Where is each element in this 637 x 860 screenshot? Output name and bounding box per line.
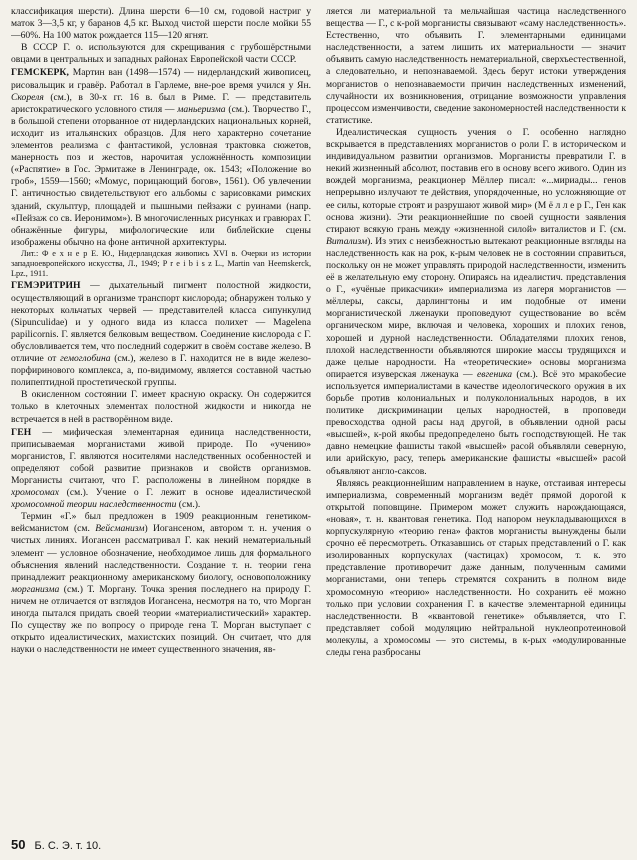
entry-text: (см.) Т. Моргану. Точка зрения последнего на природу Г. ничем не отличается от взглядов Иогансена, несмотря на то, что Морган иногда пытался придать своей теории «материалистический» характер. По существу же по вопросу о природе гена Т. Морган выступает с открыто идеалистических, махистских позиций. Он считает, что для науки о наследственности не имеет существенного значения, яв-: [11, 583, 311, 656]
page-footer: [11, 837, 101, 852]
entry-paragraph: В окисленном состоянии Г. имеет красную окраску. Он содержится только в клеточных элементах полостной жидкости и никогда не встречается в ней в растворённом виде.: [11, 389, 311, 425]
entry-headword: ГЕН: [11, 426, 32, 438]
entry-text: Идеалистическая сущность учения о Г. особенно наглядно вскрывается в представлениях морганистов о роли Г. в историческом и индивидуальном развитии организмов. Морганисты превратили Г. в некий жизненный абсолют, поставив его в основу всего живого. Один из вождей морганизма, реакционер Мёллер писал: «...мириады... генов непрерывно излучают те действия, упорядоченные, но усложняющие от ее силы, которые строят и разрушают живой мир» (: [326, 126, 626, 211]
cross-reference-link[interactable]: Витализм: [326, 235, 368, 247]
entry-text: — дыхательный пигмент полостной жидкости, осуществляющий в организме транспорт кислорода; обнаружен только у некоторых кольчатых червей — представителей класса сипункулид (Sipunculidae) и у одного вида из класса полихет — Magelena papilicornis. Г. является белковым веществом. Соединение кислорода с Г. обусловливается тем, что последний содержит в своём составе железо. В отличие от: [11, 280, 311, 365]
entry-gemeritrin: [11, 280, 311, 389]
cross-reference-link[interactable]: хромосомах: [11, 487, 60, 499]
text-columns: [11, 6, 626, 836]
entry-text: Мартин ван (1498—1574) — нидерландский живописец, рисовальщик и гравёр. Работал в Гарлеме, вне-рое время учился у Ян.: [11, 67, 311, 91]
entry-text: (см.). Всё это мракобесие используется империалистами в качестве идеологического оружия в их борьбе против колониальных и полуколониальных народов, в их политике дискриминации целых народностей, в проповеди превосходства одной расы над другой, в объявлении одной расы «высшей», к-рой якобы предопределено быть господствующей. Не так давно немецкие фашисты такой «высшей» расой объявляли северную, или арийскую, расу, теперь американские фашисты «высшей» расой объявляют англо-саксов.: [326, 368, 626, 477]
cross-reference-link[interactable]: гемоглобина: [60, 353, 111, 365]
entry-text: (см.). Учение о Г. лежит в основе идеалистической: [59, 487, 311, 499]
cross-reference-link[interactable]: хромосомной теории наследственности: [11, 499, 177, 511]
right-column: [326, 6, 626, 836]
entry-gemskerk: [11, 67, 311, 248]
cross-reference-link[interactable]: Вейсманизм: [95, 523, 145, 535]
entry-text: (см.), в 30-х гг. 16 в. был в Риме. Г. — представитель аристократического условного стиля —: [11, 91, 311, 115]
sheep-ussr-note: В СССР Г. о. используются для скрещивания с грубошёрстными овцами в центральных и западных районах Европейской части СССР.: [11, 42, 311, 66]
edition-mark: Б. С. Э. т. 10.: [34, 840, 102, 852]
cross-reference-link[interactable]: евгеника: [477, 368, 513, 380]
entry-text: ). Из этих с неизбежностью вытекают реакционные взгляды на наследственность как на рок, к-рым человек не в состоянии справиться, поскольку он не может управлять природой наследственности, изменить её в желательную ему сторону. Опираясь на идеалистич. представления о Г., «учёные прикасчики» империализма из лагеря морганистов — мёллеры, саксы, дарлингтоны и им подобные от имени морганистической лженауки проповедуют существование во всём органическом мире, включая и человека, хороших и плохих генов, хорошей и дурной наследственности. Обладателями плохих генов, плохой наследственности объявляются широкие массы трудящихся и даже целые народности. На «теоретические» основы морганизма опирается изуверская лженаука —: [326, 235, 626, 380]
entry-text: (см.), железо в Г. находится не в виде железо-порфиринового комплекса, а, по-видимому, является составной частью полипептидной простетической группы.: [11, 353, 311, 389]
entry-text: ) Иогансеном, автором т. н. учения о чистых линиях. Иогансен рассматривал Г. как некий нематериальный элемент — условное обозначение, необходимое лишь для формального объяснения явлений наследственности. Создание т. н. теории гена принадлежит реакционному американскому биологу, основоположнику: [11, 523, 311, 583]
entry-paragraph: [326, 127, 626, 478]
entry-text: , Ген как основа жизни). Эти реакционнейшие по своей сущности заявления стирают всякую грань между «жизненной силой» виталистов и Г. (см.: [326, 199, 626, 235]
entry-text: — мифическая элементарная единица наследственности, приписываемая морганистами живой природе. По «учению» морганистов, Г. являются носителями наследственных особенностей и определяют собой развитие признаков и свойств организмов. Морганисты считают, что Г. расположены в линейном порядке в: [11, 426, 311, 486]
author-citation: М ё л л е р Г.: [537, 199, 591, 211]
entry-paragraph: ляется ли материальной та мельчайшая частица наследственного вещества — Г., с к-рой морганисты связывают «саму наследственность». Естественно, что объявить Г. элементарными единицами наследственности, а затем лишить их материальности — значит объявить самую наследственность нематериальной, сверхъестественной, а следовательно, и непознаваемой. Здесь берут истоки утверждения морганистов о непознаваемости причин наследственных изменений, случайности их возникновения, отрицание возможности управления процессом изменчивости, сведение закономерностей наследственности к статистике.: [326, 6, 626, 126]
entry-headword: ГЕМСКЕРК,: [11, 67, 69, 79]
literature-reference: Лит.: Ф е х н е р Е. Ю., Нидерландская живопись XVI в. Очерки из истории западноевропейского искусства, Л., 1949; P r e i b i s z L., Martin van Heemskerck, Lpz., 1911.: [11, 248, 311, 279]
entry-text: Термин «Г.» был предложен в 1909 реакционным генетиком-вейсманистом (см.: [11, 511, 311, 535]
page-number: 50: [11, 837, 26, 852]
entry-text: (см.).: [176, 499, 201, 511]
entry-text: (см.). Творчество Г., в большой степени оторванное от нидерландских национальных корней, исходит из итальянских образцов. Для него характерно сочетание элементов реализма с фантастикой, условная трактовка сюжетов, манерность поз и жестов, нарочитая усложнённость композиции («Распятие» в Гос. Эрмитаже в Ленинграде, ок. 1543; «Положение во гроб», 1559—1560; «Момус, порицающий богов», 1561). Об увлечении Г. античностью свидетельствуют его альбомы с зарисовками римских зданий, скульптур, площадей и пышными пейзажи с руинами (напр. «Пейзаж со св. Иеронимом»). В многочисленных рисунках и гравюрах Г. обнажённые фигуры, мифологические или библейские сцены изображены обычно на фоне античной архитектуры.: [11, 103, 311, 248]
sheep-text-continuation: классификация шерсти). Длина шерсти 6—10 см, годовой настриг у маток 3—3,5 кг, у баранов 4,5 кг. Выход чистой шерсти после мойки 55—60%. На 100 маток рождается 115—120 ягнят.: [11, 6, 311, 42]
cross-reference-link[interactable]: Скореля: [11, 91, 44, 103]
entry-headword: ГЕМЭРИТРИН: [11, 280, 81, 292]
left-column: [11, 6, 311, 836]
entry-paragraph: [11, 511, 311, 656]
cross-reference-link[interactable]: морганизма: [11, 583, 60, 595]
entry-paragraph: Являясь реакционнейшим направлением в науке, отстаивая интересы империализма, современный морганизм ведёт прямой дорогой к открытой поповщине. Примером может служить нарождающаяся, «новая», т. н. квантовая генетика. Под напором неукладывающихся в корпускулярную «теорию гена» фактов морганисты вынуждены были срочно её пересмотреть. Отказавшись от старых представлений о Г. как изолированных корпускулах (частицах) хромосом, т. к. это представление противоречит даже данным, полученным самими морганистами, они теперь стремятся сохранить в полном виде хромосомную «теорию» наследственности. Но сохранить её можно только при условии сохранения Г. в качестве элементарной единицы наследственности. В «квантовой генетике» объявляется, что Г. представляет собой модуляцию нейтральной нуклеопротеиновой молекулы, а хромосомы — это системы, в к-рых «модулированные следы гена разбросаны: [326, 477, 626, 658]
entry-gen: [11, 427, 311, 512]
cross-reference-link[interactable]: маньеризма: [177, 103, 226, 115]
